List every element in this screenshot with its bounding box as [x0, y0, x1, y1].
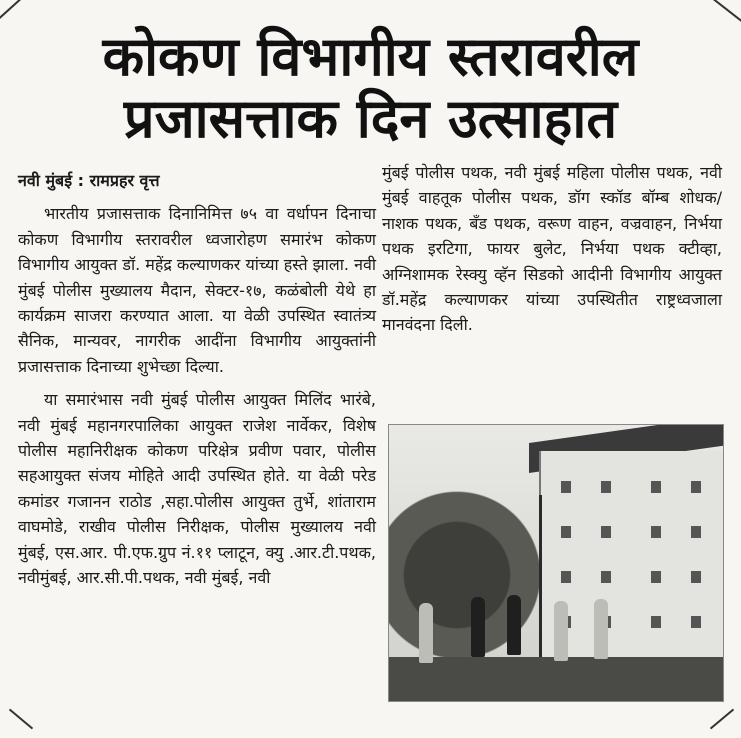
clipping-corner-mark	[9, 709, 33, 730]
article-column-right	[382, 160, 722, 338]
person-figure	[471, 597, 485, 657]
person-figure	[554, 601, 568, 661]
article-paragraph-2: या समारंभास नवी मुंबई पोलीस आयुक्त मिलिंद भारंबे, नवी मुंबई महानगरपालिका आयुक्त राजेश नार्वेकर, विशेष पोलीस महानिरीक्षक कोकण परिक्षेत्र प्रवीण पवार, पोलीस सहआयुक्त संजय मोहिते आदी उपस्थित होते. या वेळी परेड कमांडर गजानन राठोड ,सहा.पोलीस आयुक्त तुर्भे, शांताराम वाघमोडे, राखीव पोलीस निरीक्षक, पोलीस मुख्यालय नवी मुंबई, एस.आर. पी.एफ.ग्रुप नं.११ प्लाटून, क्यु .आर.टी.पथक, नवीमुंबई, आर.सी.पी.पथक, नवी मुंबई, नवी	[18, 390, 376, 588]
flag-pole	[539, 495, 542, 675]
person-figure	[507, 595, 521, 655]
article-paragraph-3: मुंबई पोलीस पथक, नवी मुंबई महिला पोलीस पथक, नवी मुंबई वाहतूक पोलीस पथक, डॉग स्कॉड बॉम्ब शोधक/नाशक पथक, बँड पथक, वरूण वाहन, वज्रवाहन, निर्भया पथक इरटिगा, फायर बुलेट, निर्भया पथक क्टीव्हा, अग्निशामक रेस्क्यु व्हॅन सिडको आदीनी विभागीय आयुक्त डॉ.महेंद्र कल्याणकर यांच्या उपस्थितीत राष्ट्रध्वजाला मानवंदना दिली.	[382, 163, 722, 335]
clipping-corner-mark	[710, 709, 734, 730]
headline-line-2: प्रजासत्ताक दिन उत्साहात	[123, 87, 618, 150]
person-figure	[419, 603, 433, 663]
headline-line-1: कोकण विभागीय स्तरावरील	[102, 25, 639, 88]
photo-ground	[389, 657, 723, 701]
person-figure	[594, 599, 608, 659]
dateline: नवी मुंबई : रामप्रहर वृत्त	[18, 171, 160, 190]
clipping-corner-mark	[697, 0, 741, 24]
event-photo	[388, 424, 724, 702]
article-column-left	[18, 168, 376, 591]
article-paragraph-1: भारतीय प्रजासत्ताक दिनानिमित्त ७५ वा वर्धापन दिनाचा कोकण विभागीय स्तरावरील ध्वजारोहण समारंभ कोकण विभागीय आयुक्त डॉ. महेंद्र कल्याणकर यांच्या हस्ते झाला. नवी मुंबई पोलीस मुख्यालय मैदान, सेक्टर-१७, कळंबोली येथे हा कार्यक्रम साजरा करण्यात आला. या वेळी उपस्थित स्वातंत्र्य सैनिक, मान्यवर, नागरीक आदींना विभागीय आयुक्तांनी प्रजासत्ताक दिनाच्या शुभेच्छा दिल्या.	[18, 204, 376, 376]
clipping-corner-mark	[0, 0, 47, 24]
